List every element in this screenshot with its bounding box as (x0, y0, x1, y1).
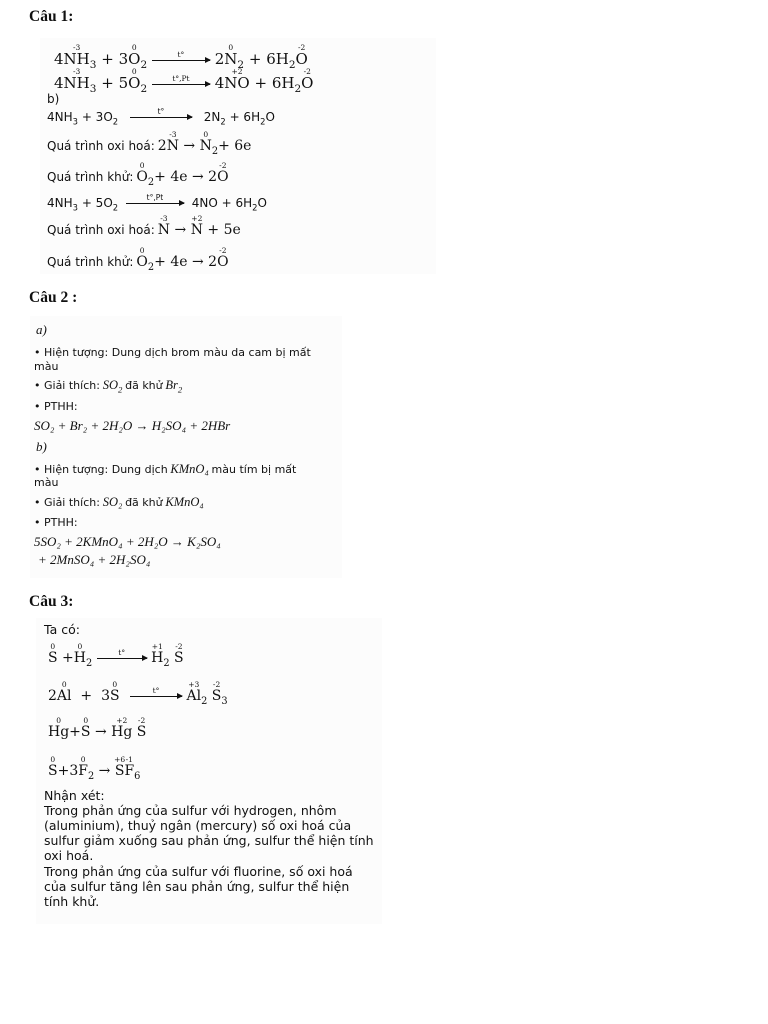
equation-nh3-o2-n2: 4 -3 $NH_3 + 3$ 0 $O_2$ t° 2 0 $N_2 + 6H_2$ -2 O (54, 43, 308, 71)
equation-b1: $4NH_3 + 3O_2$ t° $2N_2 + 6H_2O$ (47, 107, 275, 127)
oxidation-process-2: Quá trình oxi hoá: -3 N → +2 N + 5e (47, 214, 241, 238)
question-2-image (30, 316, 342, 578)
part-b-label: b) (36, 439, 47, 454)
phenomenon-b-line2: màu (34, 476, 59, 489)
remark-title: Nhận xét: (44, 788, 105, 803)
equation-b-line1: 5SO₂ + 2KMnO₄ + 2H₂O → K₂SO₄ (34, 534, 221, 549)
question-1-image (40, 38, 436, 274)
oxidation-process-1: Quá trình oxi hoá: 2 -3 N → 0 $N_2+ 6e$ (47, 130, 252, 157)
phenomenon-b-line1: • Hiện tượng: Dung dịch KMnO₄ màu tím bị mất (34, 462, 297, 476)
question-3-heading: Câu 3: (29, 593, 74, 610)
explanation-a: • Giải thích: $SO_2$ đã khử $Br_2$ (34, 378, 183, 395)
equation-b-line2: + 2MnSO₄ + 2H₂SO₄ (38, 552, 151, 567)
reduction-process-2: Quá trình khử: 0 $O_2+ 4e \to 2$ -2 O (47, 246, 229, 273)
reaction-al-s: 2 0 Al + 3 0 S t° +3 $Al_2$ -2 $S_3$ (48, 680, 228, 707)
intro-text: Ta có: (44, 622, 80, 637)
part-a-label: a) (36, 322, 47, 337)
equation-nh3-o2-no: 4 -3 $NH_3 + 5$ 0 $O_2$ t°,Pt 4 +2 NO + $6H_2$ -2 O (54, 67, 314, 95)
phenomenon-a-line2: màu (34, 360, 59, 373)
remark-paragraph-1: Trong phản ứng của sulfur với hydrogen, nhôm (aluminium), thuỷ ngân (mercury) số oxi hoá của sulfur giảm xuống sau phản ứng, sulfur thể hiện tính oxi hoá. (44, 803, 374, 863)
remark-paragraph-2: Trong phản ứng của sulfur với fluorine, số oxi hoá của sulfur tăng lên sau phản ứng, sulfur thể hiện tính khử. (44, 864, 353, 909)
pthh-b-label: • PTHH: (34, 516, 78, 529)
reaction-s-h2: 0 S + 0 $H_2$ t° +1 $H_2$ -2 S (48, 642, 184, 669)
reduction-process-1: Quá trình khử: 0 $O_2+ 4e \to 2$ -2 O (47, 161, 229, 188)
reaction-s-f2: 0 S+3 0 $F_2$ → +6 S -1 $F_6$ (48, 755, 141, 782)
question-3-image (36, 618, 382, 924)
equation-a: SO₂ + Br₂ + 2H₂O → H₂SO₄ + 2HBr (34, 418, 231, 433)
phenomenon-a-line1: • Hiện tượng: Dung dịch brom màu da cam bị mất (34, 346, 311, 359)
equation-b2: $4NH_3 + 5O_2$ t°,Pt $4NO + 6H_2O$ (47, 193, 267, 213)
pthh-a-label: • PTHH: (34, 400, 78, 413)
explanation-b: • Giải thích: SO₂ đã khử KMnO₄ (34, 495, 204, 509)
question-2-heading: Câu 2 : (29, 289, 78, 306)
reaction-hg-s: 0 Hg+ 0 S → +2 Hg -2 S (48, 716, 147, 740)
question-1-heading: Câu 1: (29, 8, 74, 25)
part-b-label: b) (47, 92, 60, 106)
